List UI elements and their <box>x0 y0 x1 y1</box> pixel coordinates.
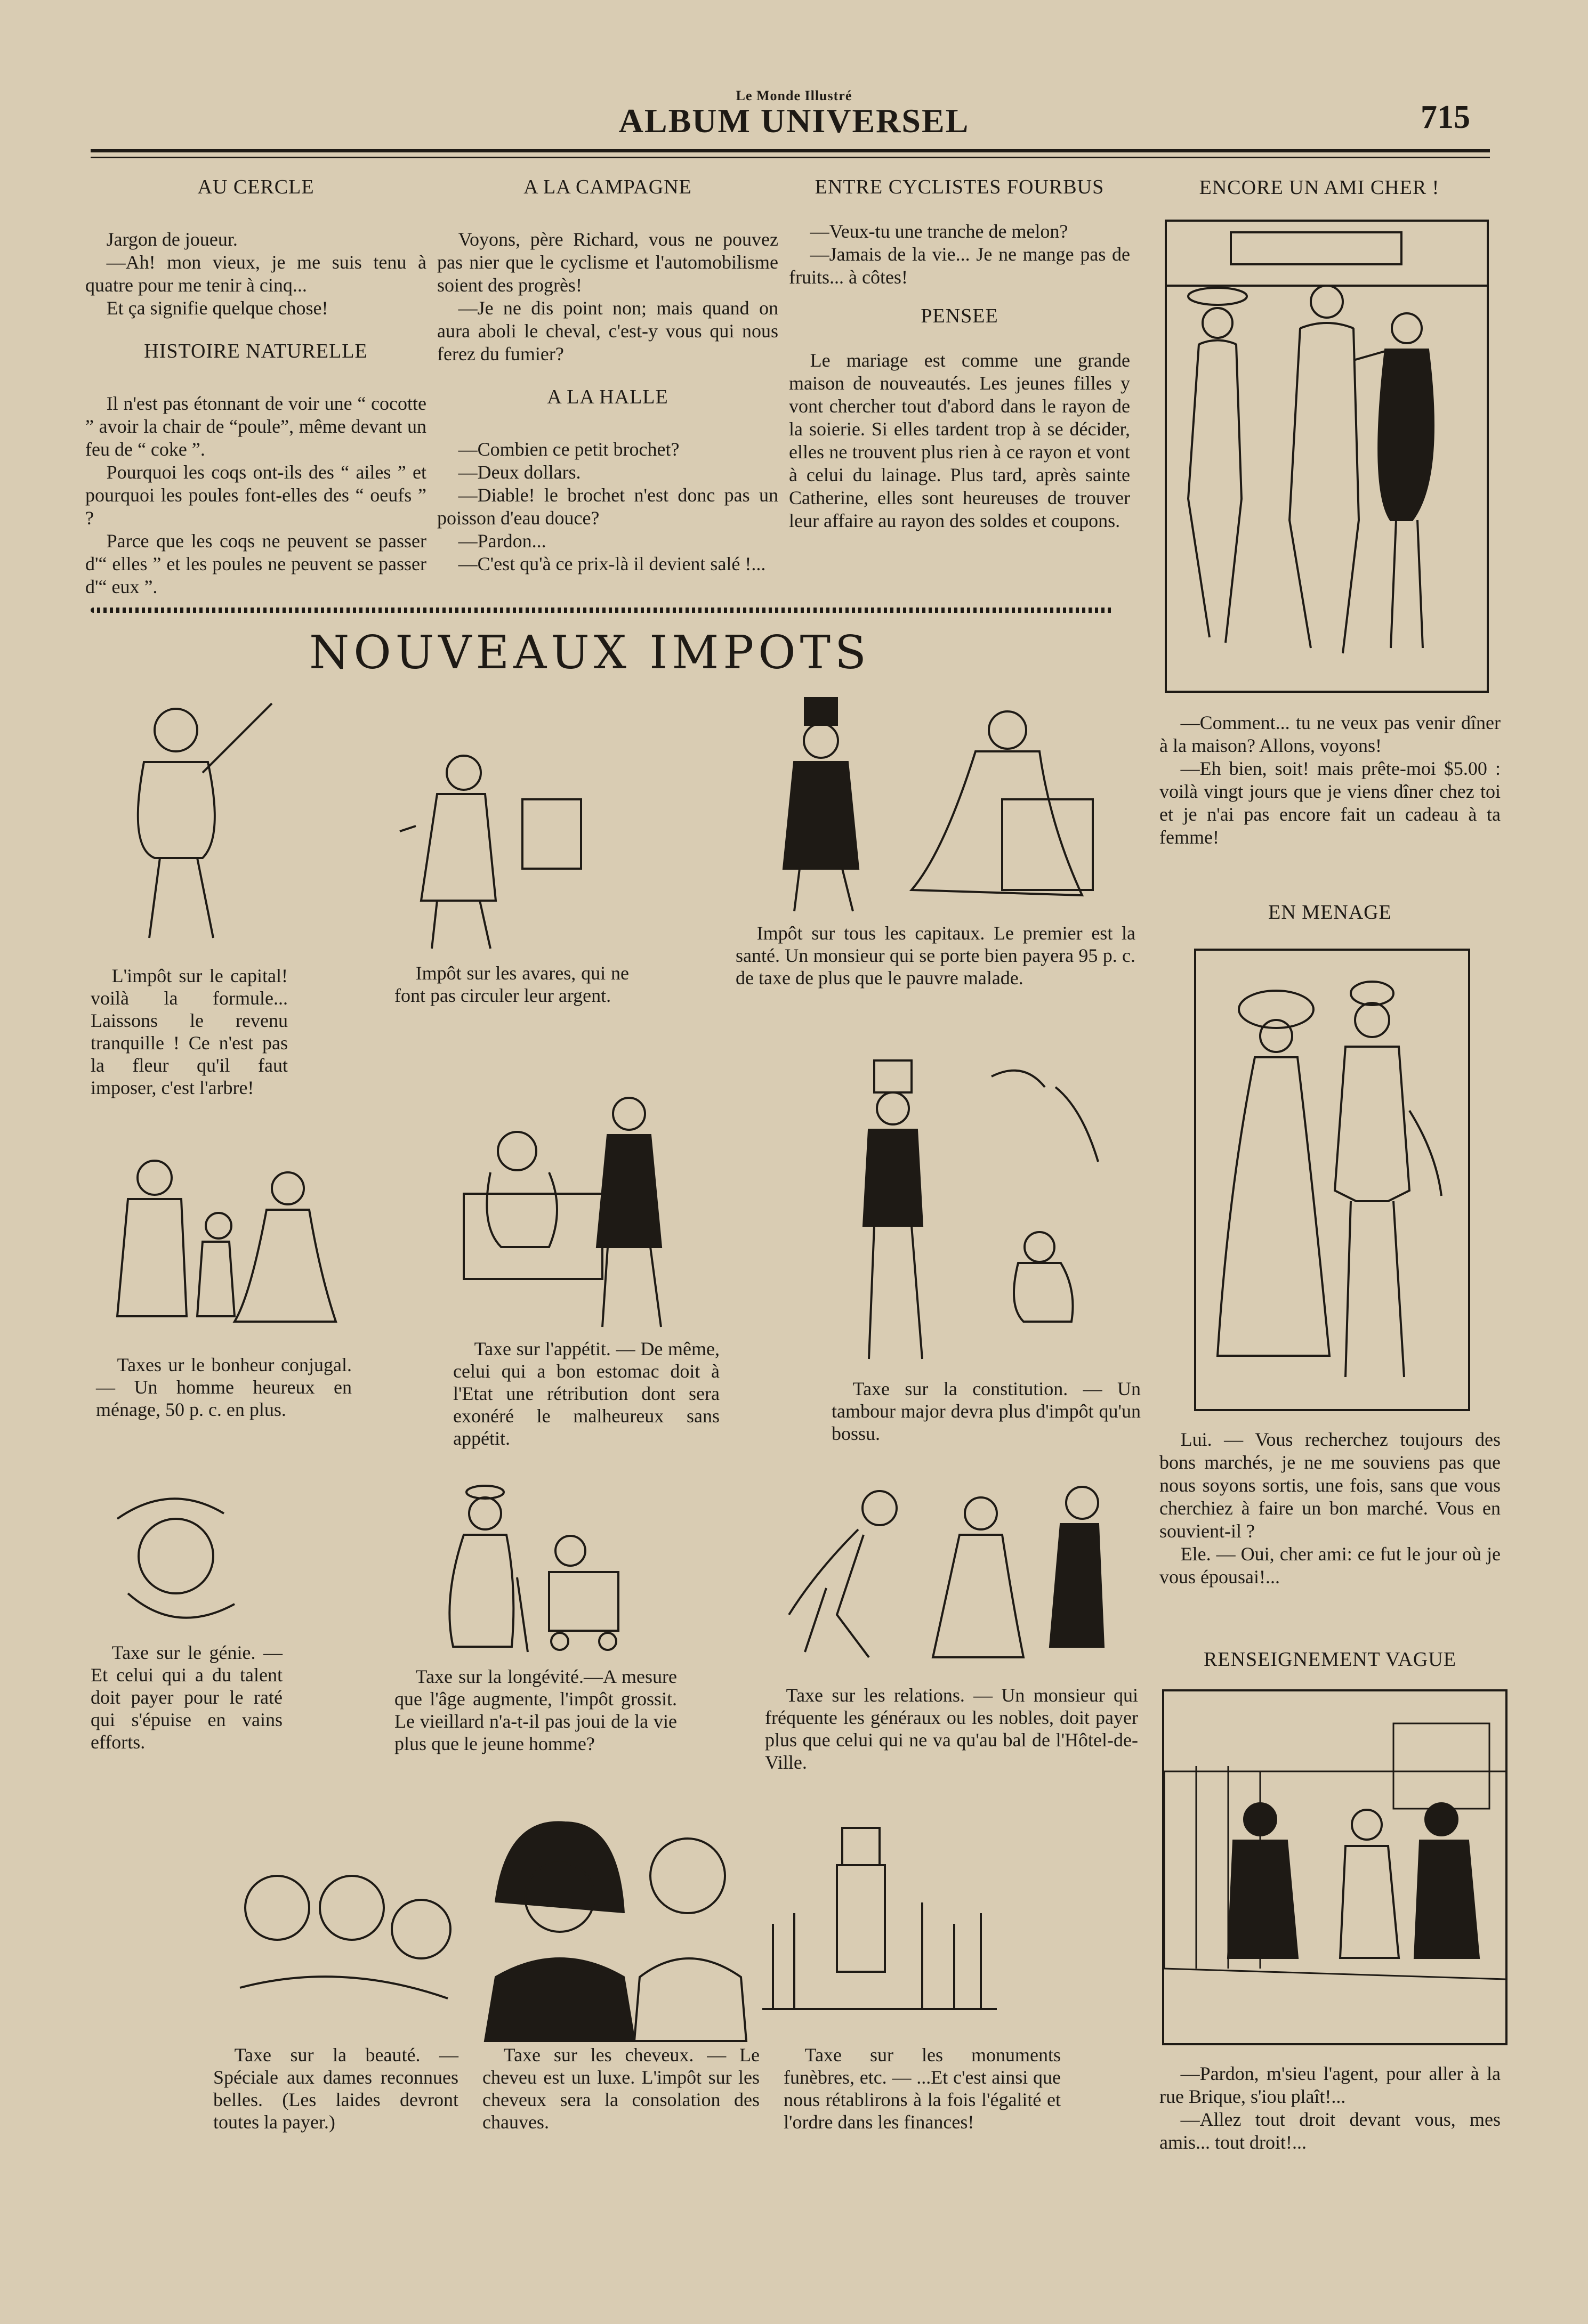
histoire-paragraph: Il n'est pas étonnant de voir une “ cocotte ” avoir la chair de “poule”, même devant un feu de “ coke ”. <box>85 393 426 460</box>
monuments-drawing <box>762 1817 997 2030</box>
caption-constitution: Taxe sur la constitution. — Un tambour major devra plus d'impôt qu'un bossu. <box>832 1378 1141 1444</box>
illustration-relations <box>773 1476 1125 1668</box>
au-cercle-line: Jargon de joueur. <box>106 229 238 250</box>
menage-paragraph: Ele. — Oui, cher ami: ce fut le jour où je vous épousai!... <box>1159 1543 1501 1588</box>
caption-relations: Taxe sur les relations. — Un monsieur qui fréquente les généraux ou les nobles, doit payer plus que celui qui ne va qu'au bal de l'Hôtel-de-Ville. <box>765 1685 1138 1773</box>
constitution-drawing <box>832 1055 1109 1375</box>
appetit-drawing <box>453 1087 698 1338</box>
ami-drawing <box>1167 222 1487 691</box>
caption-cheveux: Taxe sur les cheveux. — Le cheveu est un luxe. L'impôt sur les cheveux sera la consolation des chauves. <box>482 2044 760 2133</box>
illustration-cheveux <box>474 1807 752 2041</box>
menage-drawing <box>1196 951 1468 1409</box>
bonheur-drawing <box>96 1135 352 1332</box>
cyclistes-paragraph: —Veux-tu une tranche de melon? <box>810 221 1068 242</box>
halle-paragraph: —Diable! le brochet n'est donc pas un poisson d'eau douce? <box>437 484 778 529</box>
cyclistes-paragraph: —Jamais de la vie... Je ne mange pas de fruits... à côtes! <box>789 244 1130 288</box>
campagne-paragraph: —Je ne dis point non; mais quand on aura aboli le cheval, c'est-y vous qui nous ferez du fumier? <box>437 297 778 365</box>
masthead-title: ALBUM UNIVERSEL <box>618 102 970 140</box>
halle-paragraph: —Deux dollars. <box>458 461 581 483</box>
halle-paragraph: —C'est qu'à ce prix-là il devient salé !... <box>458 553 766 574</box>
en-menage-text <box>1159 1428 1501 1589</box>
pensee-title: PENSEE <box>921 305 998 327</box>
capital-drawing <box>96 687 288 954</box>
renseignement-paragraph: —Allez tout droit devant vous, mes amis... tout droit!... <box>1159 2109 1501 2153</box>
caption-avares: Impôt sur les avares, qui ne font pas circuler leur argent. <box>394 962 629 1006</box>
illustration-avares <box>389 741 592 954</box>
caption-capitaux: Impôt sur tous les capitaux. Le premier est la santé. Un monsieur qui se porte bien payera 95 p. c. de taxe de plus que le pauvre malade. <box>736 922 1135 989</box>
caption-appetit: Taxe sur l'appétit. — De même, celui qui a bon estomac doit à l'Etat une rétribution dont sera exonéré le malheureux sans appétit. <box>453 1338 720 1449</box>
masthead-small: Le Monde Illustré <box>736 88 852 103</box>
illustration-beaute <box>219 1828 469 2041</box>
caption-monuments: Taxe sur les monuments funèbres, etc. — ...Et c'est ainsi que nous rétablirons à la fois l'égalité et l'ordre dans les finances! <box>784 2044 1061 2133</box>
renseignement-title: RENSEIGNEMENT VAGUE <box>1204 1648 1456 1671</box>
beaute-drawing <box>219 1828 469 2041</box>
nouveaux-impots-title: NOUVEAUX IMPOTS <box>309 626 870 679</box>
ami-paragraph: —Eh bien, soit! mais prête-moi $5.00 : voilà vingt jours que je viens dîner chez toi et je n'ai pas encore fait un cadeau à ta femme! <box>1159 758 1501 848</box>
illustration-monuments <box>762 1817 997 2030</box>
illustration-capitaux <box>752 693 1125 917</box>
header-rule-thick <box>91 149 1490 152</box>
column-2 <box>437 176 778 576</box>
histoire-naturelle-title: HISTOIRE NATURELLE <box>144 340 368 362</box>
page-number: 715 <box>1421 99 1470 135</box>
a-la-campagne-title: A LA CAMPAGNE <box>523 176 692 198</box>
a-la-halle-title: A LA HALLE <box>547 386 668 408</box>
illustration-capital <box>96 687 288 954</box>
campagne-paragraph: Voyons, père Richard, vous ne pouvez pas nier que le cyclisme et l'automobilisme soient des progrès! <box>437 229 778 296</box>
histoire-paragraph: Parce que les coqs ne peuvent se passer d'“ elles ” et les poules ne peuvent se passer d'“ eux ”. <box>85 530 426 597</box>
au-cercle-title: AU CERCLE <box>197 176 315 198</box>
halle-paragraph: —Combien ce petit brochet? <box>458 439 680 460</box>
histoire-paragraph: Pourquoi les coqs ont-ils des “ ailes ” et pourquoi les poules font-elles des “ oeufs ” ? <box>85 461 426 529</box>
wavy-divider <box>91 608 1114 613</box>
caption-capital: L'impôt sur le capital! voilà la formule... Laissons le revenu tranquille ! Ce n'est pas la fleur qu'il faut imposer, c'est l'arbre! <box>91 965 288 1098</box>
illustration-genie <box>96 1476 251 1641</box>
ami-paragraph: —Comment... tu ne veux pas venir dîner à la maison? Allons, voyons! <box>1159 712 1501 756</box>
caption-beaute: Taxe sur la beauté. — Spéciale aux dames reconnues belles. (Les laides devront toutes la payer.) <box>213 2044 458 2133</box>
renseignement-text <box>1159 2062 1501 2154</box>
illustration-renseignement <box>1162 1689 1508 2045</box>
column-1 <box>85 176 426 598</box>
en-menage-title: EN MENAGE <box>1268 901 1392 924</box>
au-cercle-line: Et ça signifie quelque chose! <box>106 297 328 319</box>
longevite-drawing <box>389 1481 656 1657</box>
illustration-encore-un-ami <box>1165 220 1489 693</box>
encore-un-ami-title: ENCORE UN AMI CHER ! <box>1199 176 1440 199</box>
renseignement-paragraph: —Pardon, m'sieu l'agent, pour aller à la rue Brique, s'iou plaît!... <box>1159 2063 1501 2107</box>
renseignement-drawing <box>1164 1691 1505 2043</box>
entre-cyclistes-title: ENTRE CYCLISTES FOURBUS <box>815 176 1105 198</box>
capitaux-drawing <box>752 693 1125 917</box>
column-3 <box>789 176 1130 532</box>
illustration-appetit <box>453 1087 698 1338</box>
cheveux-drawing <box>474 1807 752 2041</box>
au-cercle-line: —Ah! mon vieux, je me suis tenu à quatre pour me tenir à cinq... <box>85 252 426 296</box>
relations-drawing <box>773 1476 1125 1668</box>
caption-longevite: Taxe sur la longévité.—A mesure que l'âge augmente, l'impôt grossit. Le vieillard n'a-t-il pas joui de la vie plus que le jeune homme? <box>394 1666 677 1754</box>
illustration-en-menage <box>1194 949 1470 1411</box>
caption-genie: Taxe sur le génie. — Et celui qui a du talent doit payer pour le raté qui s'épuise en vains efforts. <box>91 1642 283 1753</box>
avares-drawing <box>389 741 592 954</box>
halle-paragraph: —Pardon... <box>458 530 546 552</box>
encore-un-ami-text <box>1159 711 1501 849</box>
illustration-bonheur <box>96 1135 352 1332</box>
illustration-longevite <box>389 1481 656 1657</box>
header-rule-thin <box>91 157 1490 158</box>
illustration-constitution <box>832 1055 1109 1375</box>
pensee-paragraph: Le mariage est comme une grande maison de nouveautés. Les jeunes filles y vont chercher tout d'abord dans le rayon de la soierie. Si elles tardent trop à se décider, elles ne trouvent plus rien à ce rayon et vont à celui du lainage. Plus tard, après sainte Catherine, elles sont heureuses de trouver leur affaire au rayon des soldes et coupons. <box>789 350 1130 531</box>
genie-drawing <box>96 1476 251 1641</box>
menage-paragraph: Lui. — Vous recherchez toujours des bons marchés, je ne me souviens pas que nous soyons sortis, une fois, sans que vous cherchiez à faire un bon marché. Vous en souvient-il ? <box>1159 1429 1501 1542</box>
caption-bonheur: Taxes ur le bonheur conjugal. — Un homme heureux en ménage, 50 p. c. en plus. <box>96 1354 352 1420</box>
